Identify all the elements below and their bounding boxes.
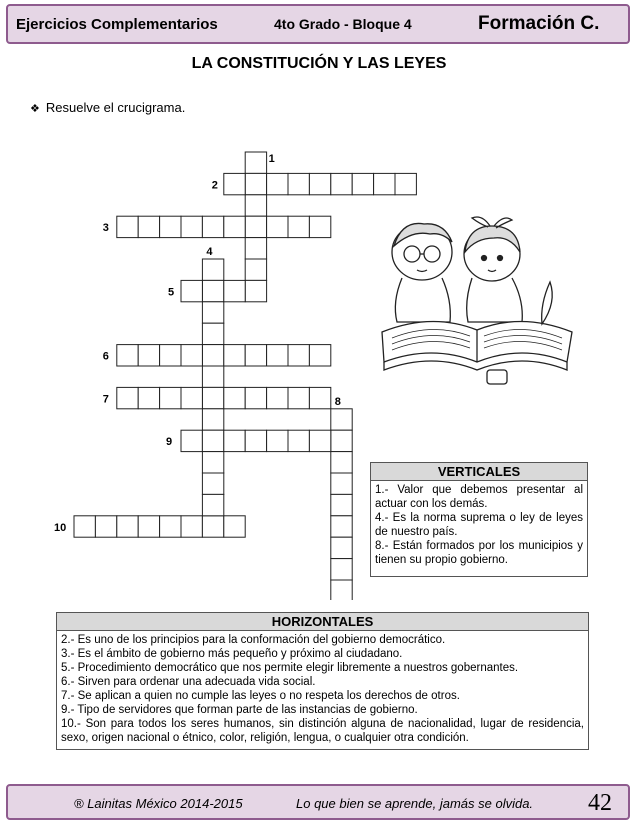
crossword-cell[interactable] xyxy=(331,580,352,600)
crossword-cell[interactable] xyxy=(309,430,330,451)
header-grade: 4to Grado - Bloque 4 xyxy=(274,16,412,32)
crossword-cell[interactable] xyxy=(267,387,288,408)
crossword-cell[interactable] xyxy=(245,195,266,216)
crossword-cell[interactable] xyxy=(160,516,181,537)
crossword-cell[interactable] xyxy=(181,387,202,408)
horizontal-clue: 7.- Se aplican a quien no cumple las leyes o no respeta los derechos de otros. xyxy=(61,690,460,702)
horizontal-clue: 6.- Sirven para ordenar una adecuada vida social. xyxy=(61,676,316,688)
instruction-text: Resuelve el crucigrama. xyxy=(45,100,186,115)
crossword-cell[interactable] xyxy=(117,216,138,237)
crossword-cell[interactable] xyxy=(202,494,223,515)
crossword-cell[interactable] xyxy=(202,323,223,344)
clue-number: 2 xyxy=(211,179,218,192)
clue-number: 9 xyxy=(166,436,173,449)
vertical-clue: 1.- Valor que debemos presentar al actuar con los demás. xyxy=(375,484,583,510)
crossword-cell[interactable] xyxy=(288,216,309,237)
crossword-cell[interactable] xyxy=(224,216,245,237)
crossword-cell[interactable] xyxy=(374,173,395,194)
crossword-cell[interactable] xyxy=(224,516,245,537)
crossword-cell[interactable] xyxy=(202,516,223,537)
crossword-cell[interactable] xyxy=(331,494,352,515)
page-title: LA CONSTITUCIÓN Y LAS LEYES xyxy=(191,55,447,72)
horizontal-clue: 3.- Es el ámbito de gobierno más pequeño y próximo al ciudadano. xyxy=(61,648,403,660)
crossword-cell[interactable] xyxy=(117,345,138,366)
crossword-cell[interactable] xyxy=(245,173,266,194)
page-footer xyxy=(6,784,630,820)
crossword-cell[interactable] xyxy=(288,345,309,366)
crossword-cell[interactable] xyxy=(160,216,181,237)
crossword-cell[interactable] xyxy=(138,345,159,366)
crossword-cell[interactable] xyxy=(74,516,95,537)
header-course: Formación C. xyxy=(478,13,600,34)
vertical-clue: 4.- Es la norma suprema o ley de leyes de nuestro país. xyxy=(375,512,583,538)
horizontal-clue: 10.- Son para todos los seres humanos, sin distinción alguna de nacionalidad, lugar de residencia, sexo, origen nacional o étnico, color, religión, lengua, o cualquier otra condición. xyxy=(61,718,584,744)
crossword-cell[interactable] xyxy=(202,452,223,473)
crossword-cell[interactable] xyxy=(245,152,266,173)
crossword-cell[interactable] xyxy=(331,430,352,451)
clue-number: 5 xyxy=(168,286,175,299)
horizontal-clue: 9.- Tipo de servidores que forman parte de las instancias de gobierno. xyxy=(61,704,418,716)
clue-number: 4 xyxy=(206,246,213,258)
verticales-table xyxy=(370,462,588,577)
crossword-cell[interactable] xyxy=(395,173,416,194)
crossword-cell[interactable] xyxy=(224,345,245,366)
crossword-cell[interactable] xyxy=(202,430,223,451)
crossword-cell[interactable] xyxy=(202,216,223,237)
crossword-cell[interactable] xyxy=(181,216,202,237)
crossword-cell[interactable] xyxy=(309,173,330,194)
crossword-cell[interactable] xyxy=(224,280,245,301)
crossword-cell[interactable] xyxy=(160,345,181,366)
crossword-cell[interactable] xyxy=(309,345,330,366)
crossword-cell[interactable] xyxy=(331,516,352,537)
crossword-cell[interactable] xyxy=(245,216,266,237)
clue-number: 10 xyxy=(54,521,67,534)
diamond-bullet-icon: ❖ xyxy=(30,103,40,115)
crossword-cell[interactable] xyxy=(202,409,223,430)
clue-number: 6 xyxy=(102,350,109,363)
footer-copyright: ® Lainitas México 2014-2015 xyxy=(74,796,243,811)
crossword-cell[interactable] xyxy=(331,173,352,194)
crossword-cell[interactable] xyxy=(245,259,266,280)
crossword-cell[interactable] xyxy=(117,516,138,537)
crossword-cell[interactable] xyxy=(245,430,266,451)
crossword-cell[interactable] xyxy=(245,280,266,301)
crossword-cell[interactable] xyxy=(138,216,159,237)
header-subject: Ejercicios Complementarios xyxy=(16,16,218,33)
clue-number: 7 xyxy=(102,393,109,406)
crossword-cell[interactable] xyxy=(331,409,352,430)
crossword-cell[interactable] xyxy=(202,280,223,301)
crossword-cell[interactable] xyxy=(331,537,352,558)
crossword-cell[interactable] xyxy=(181,280,202,301)
crossword-cell[interactable] xyxy=(160,387,181,408)
verticales-heading: VERTICALES xyxy=(371,463,587,481)
clue-number: 3 xyxy=(102,222,109,235)
children-reading-book-icon xyxy=(372,212,592,392)
clue-number: 8 xyxy=(334,395,341,408)
crossword-cell[interactable] xyxy=(267,345,288,366)
crossword-cell[interactable] xyxy=(267,216,288,237)
vertical-clue: 8.- Están formados por los municipios y tienen su propio gobierno. xyxy=(375,540,583,566)
crossword-cell[interactable] xyxy=(95,516,116,537)
crossword-cell[interactable] xyxy=(288,173,309,194)
crossword-cell[interactable] xyxy=(202,259,223,280)
crossword-cell[interactable] xyxy=(202,302,223,323)
crossword-cell[interactable] xyxy=(245,345,266,366)
crossword-cell[interactable] xyxy=(202,387,223,408)
clue-number: 1 xyxy=(268,153,275,165)
crossword-cell[interactable] xyxy=(309,387,330,408)
crossword-cell[interactable] xyxy=(288,430,309,451)
crossword-cell[interactable] xyxy=(202,366,223,387)
crossword-cell[interactable] xyxy=(309,216,330,237)
crossword-cell[interactable] xyxy=(331,559,352,580)
crossword-cell[interactable] xyxy=(224,430,245,451)
crossword-cell[interactable] xyxy=(352,173,373,194)
crossword-cell[interactable] xyxy=(331,473,352,494)
crossword-cell[interactable] xyxy=(267,173,288,194)
horizontales-heading: HORIZONTALES xyxy=(57,613,588,631)
crossword-cell[interactable] xyxy=(138,387,159,408)
crossword-cell[interactable] xyxy=(331,452,352,473)
crossword-cell[interactable] xyxy=(245,238,266,259)
crossword-cell[interactable] xyxy=(181,516,202,537)
crossword-cell[interactable] xyxy=(224,387,245,408)
page-number: 42 xyxy=(588,790,612,816)
horizontales-table xyxy=(56,612,589,750)
crossword-cell[interactable] xyxy=(267,430,288,451)
crossword-cell[interactable] xyxy=(181,430,202,451)
horizontal-clue: 5.- Procedimiento democrático que nos permite elegir libremente a nuestros gobernantes. xyxy=(61,662,519,674)
crossword-cell[interactable] xyxy=(202,473,223,494)
crossword-cell[interactable] xyxy=(288,387,309,408)
crossword-cell[interactable] xyxy=(202,345,223,366)
crossword-cell[interactable] xyxy=(117,387,138,408)
crossword-cell[interactable] xyxy=(245,387,266,408)
crossword-cell[interactable] xyxy=(181,345,202,366)
horizontal-clue: 2.- Es uno de los principios para la conformación del gobierno democrático. xyxy=(61,634,446,646)
crossword-cell[interactable] xyxy=(224,173,245,194)
crossword-cell[interactable] xyxy=(138,516,159,537)
footer-motto: Lo que bien se aprende, jamás se olvida. xyxy=(296,796,534,811)
